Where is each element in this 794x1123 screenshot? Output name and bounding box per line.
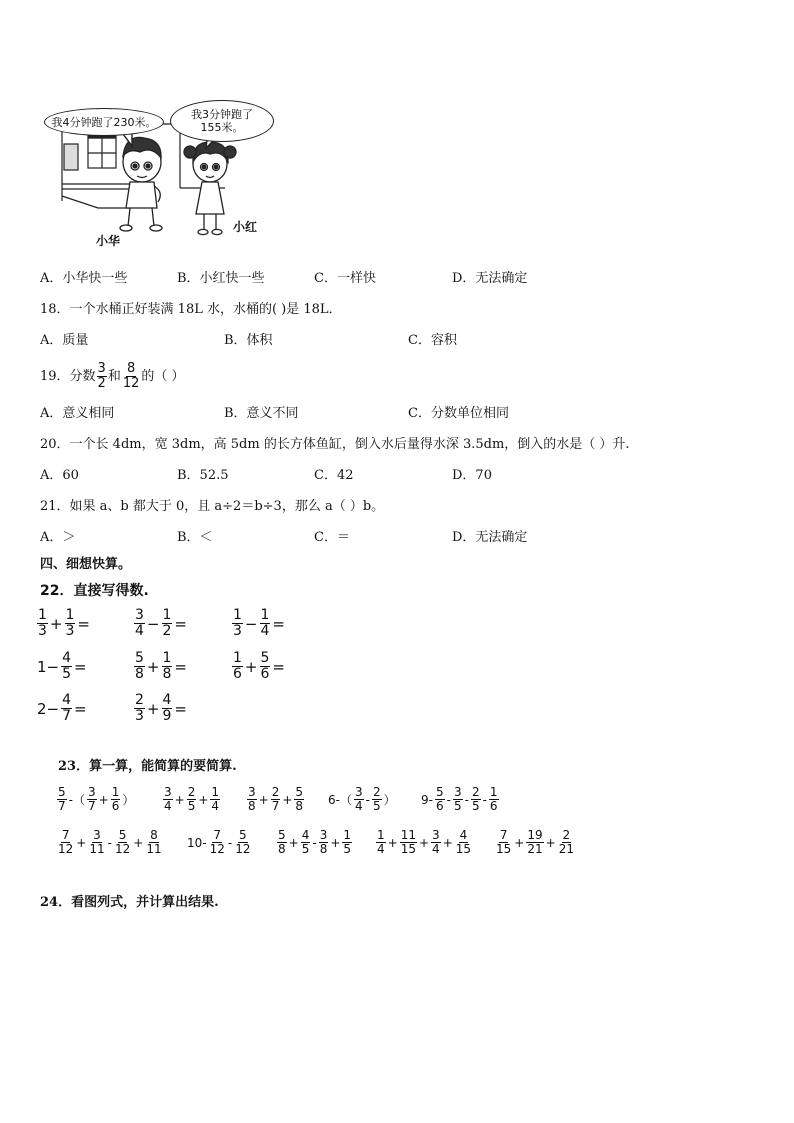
q24-title: 24．看图列式，并计算出结果. (40, 895, 219, 910)
q19-fraction-1: $\frac{3}{2}$ (97, 361, 106, 391)
q22-expr-2: $\frac{3}{4}$ − $\frac{1}{2}$ = (135, 607, 187, 639)
q21-option-d[interactable]: D．无法确定 (452, 530, 528, 545)
q19-prefix: 19．分数 (40, 368, 96, 384)
q18-option-a[interactable]: A．质量 (40, 333, 89, 348)
q22-expr-6: $\frac{1}{6}$ + $\frac{5}{6}$ = (233, 650, 285, 682)
q20-option-b[interactable]: B．52.5 (177, 468, 229, 483)
q23-expr-9: $\frac{1}{4}$ + $\frac{11}{15}$ + $\frac{3}{4}$ + $\frac{4}{15}$ (377, 828, 472, 856)
q20-option-d[interactable]: D．70 (452, 468, 492, 483)
q23-expr-2: $\frac{3}{4}$ + $\frac{2}{5}$ + $\frac{1}{4}$ (164, 785, 220, 813)
q17-option-c[interactable]: C．一样快 (314, 271, 376, 286)
q23-expr-1: $\frac{5}{7}$ -（ $\frac{3}{7}$ + $\frac{1}{6}$ ） (58, 785, 135, 813)
name-label-xiaohua: 小华 (96, 234, 121, 248)
q22-expr-8: $\frac{2}{3}$ + $\frac{4}{9}$ = (135, 692, 187, 724)
q19-option-c[interactable]: C．分数单位相同 (408, 406, 509, 421)
bubble-right-line1: 我3分钟跑了 (191, 108, 253, 121)
q22-expr-4: 1− $\frac{4}{5}$ = (37, 650, 87, 682)
q23-expr-6: $\frac{7}{12}$ + $\frac{3}{11}$ - $\frac{5}{12}$ + $\frac{8}{11}$ (58, 828, 162, 856)
q19-option-b[interactable]: B．意义不同 (224, 406, 299, 421)
q17-option-d[interactable]: D．无法确定 (452, 271, 528, 286)
q20-text: 20．一个长 4dm，宽 3dm，高 5dm 的长方体鱼缸，倒入水后量得水深 3.5dm，倒入的水是（ ）升. (40, 437, 630, 452)
q20-option-a[interactable]: A．60 (40, 468, 79, 483)
q22-expr-1: $\frac{1}{3}$ + $\frac{1}{3}$ = (38, 607, 90, 639)
illustration (40, 96, 290, 248)
q17-option-a[interactable]: A．小华快一些 (40, 271, 128, 286)
q23-expr-4: 6-（ $\frac{3}{4}$ - $\frac{2}{5}$ ） (328, 785, 396, 813)
q23-expr-5: 9- $\frac{5}{6}$ - $\frac{3}{5}$ - $\frac{2}{5}$ - $\frac{1}{6}$ (421, 785, 498, 813)
q21-option-c[interactable]: C．＝ (314, 530, 350, 545)
q22-expr-5: $\frac{5}{8}$ + $\frac{1}{8}$ = (135, 650, 187, 682)
q17-option-b[interactable]: B．小红快一些 (177, 271, 265, 286)
q21-option-a[interactable]: A．＞ (40, 530, 76, 545)
q22-title: 22．直接写得数. (40, 583, 149, 599)
q19-suffix: 的（ ） (141, 368, 185, 384)
q19-mid: 和 (107, 368, 121, 384)
speech-bubble-left (44, 108, 164, 136)
bubble-right-line2: 155米。 (200, 121, 244, 134)
q21-option-b[interactable]: B．＜ (177, 530, 213, 545)
q20-option-c[interactable]: C．42 (314, 468, 354, 483)
q23-title: 23．算一算，能简算的要简算. (58, 759, 237, 774)
q23-expr-8: $\frac{5}{8}$ + $\frac{4}{5}$ - $\frac{3}{8}$ + $\frac{1}{5}$ (278, 828, 352, 856)
q23-expr-3: $\frac{3}{8}$ + $\frac{2}{7}$ + $\frac{5}{8}$ (248, 785, 304, 813)
q22-expr-7: 2− $\frac{4}{7}$ = (37, 692, 87, 724)
bubble-left-text: 我4分钟跑了230米。 (51, 115, 157, 129)
q19-fraction-2: $\frac{8}{12}$ (122, 361, 140, 391)
section-4-title: 四、细想快算。 (40, 557, 132, 572)
q18-option-c[interactable]: C．容积 (408, 333, 457, 348)
q18-text: 18．一个水桶正好装满 18L 水，水桶的( )是 18L． (40, 302, 342, 317)
name-label-xiaohong: 小红 (233, 220, 258, 234)
q23-expr-7: 10- $\frac{7}{12}$ - $\frac{5}{12}$ (187, 828, 251, 856)
q19-option-a[interactable]: A．意义相同 (40, 406, 115, 421)
speech-bubble-right (170, 100, 274, 142)
q23-expr-10: $\frac{7}{15}$ + $\frac{19}{21}$ + $\frac{2}{21}$ (496, 828, 574, 856)
q19-text (40, 362, 185, 391)
q21-text: 21．如果 a、b 都大于 0，且 a÷2＝b÷3，那么 a（ ）b。 (40, 499, 385, 514)
q22-expr-3: $\frac{1}{3}$ − $\frac{1}{4}$ = (233, 607, 285, 639)
q18-option-b[interactable]: B．体积 (224, 333, 273, 348)
